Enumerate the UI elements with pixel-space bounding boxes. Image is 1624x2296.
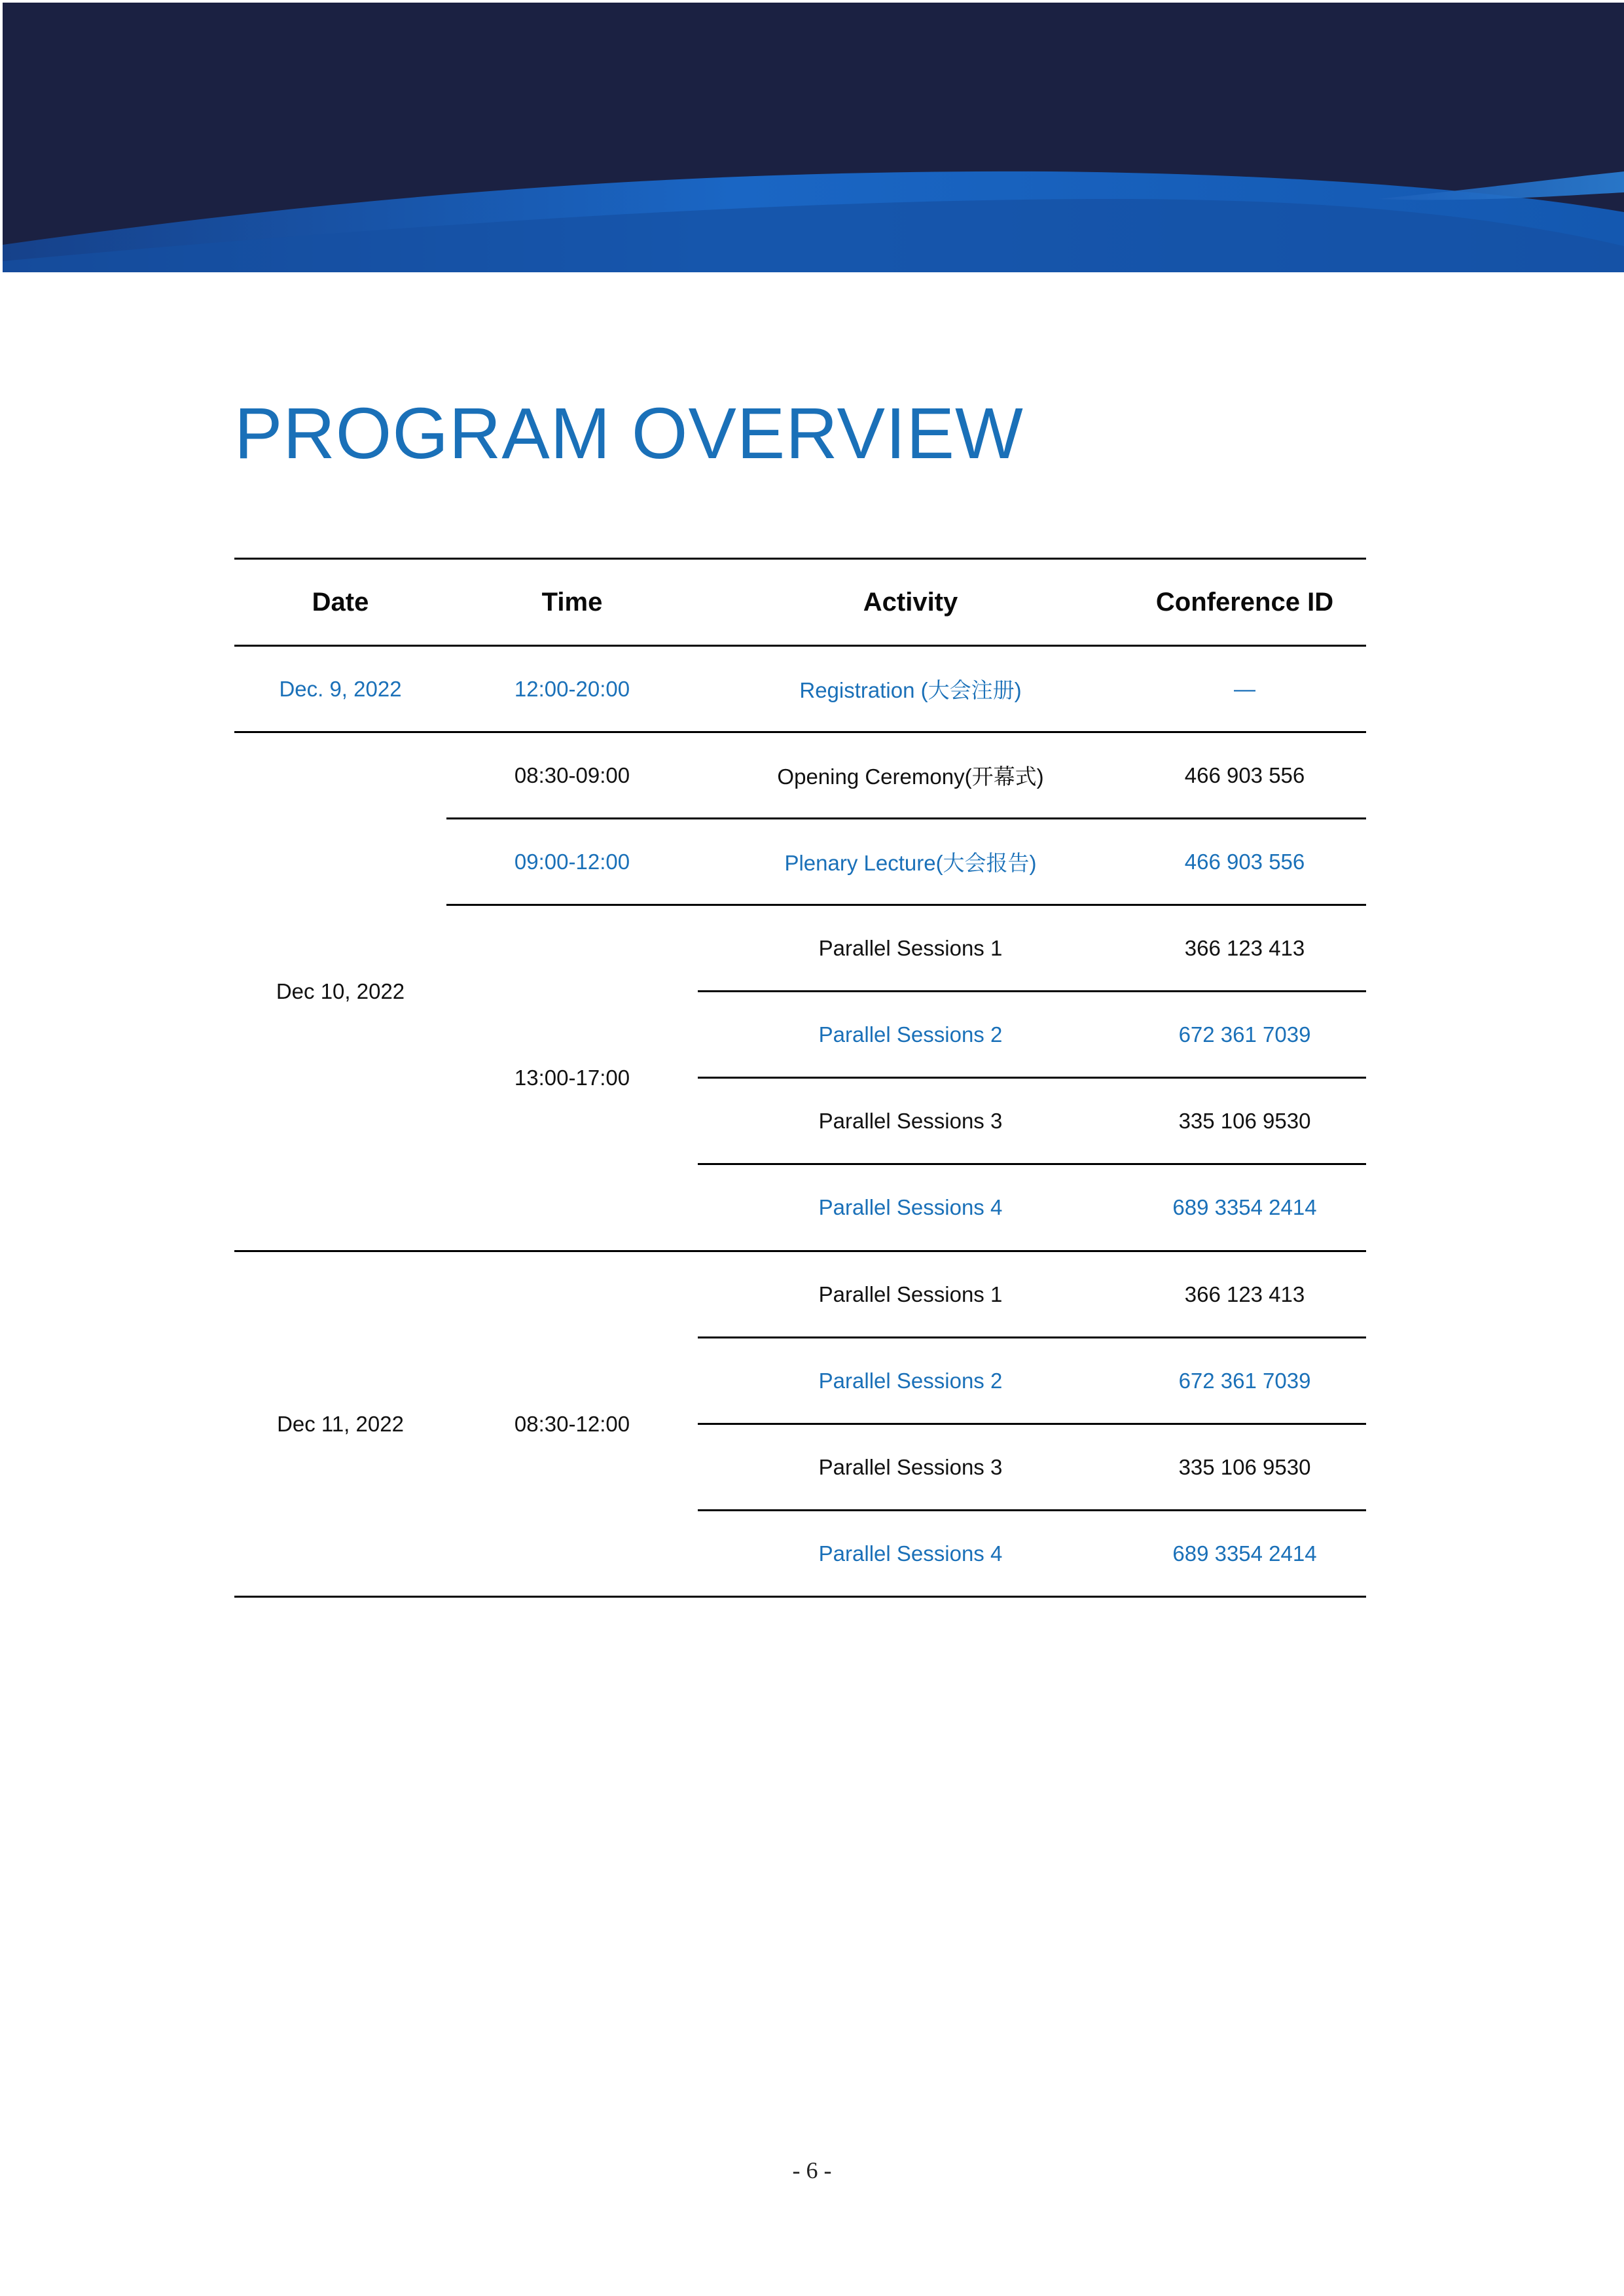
header-conference-id: Conference ID (1155, 587, 1334, 617)
header-date: Date (312, 587, 369, 617)
day2-session-3-conference-id: 335 106 9530 (1178, 1108, 1311, 1133)
day3-date: Dec 11, 2022 (277, 1411, 404, 1436)
day2-session-4-conference-id: 689 3354 2414 (1172, 1195, 1317, 1219)
day2-session-1-conference-id: 366 123 413 (1184, 935, 1305, 960)
day2-session-1-activity: Parallel Sessions 1 (818, 935, 1003, 960)
day2-morning2-conference-id: 466 903 556 (1184, 849, 1305, 874)
day2-morning1-activity: Opening Ceremony(开幕式) (777, 764, 1044, 789)
day3-session-2-conference-id: 672 361 7039 (1178, 1368, 1311, 1393)
day3-session-4-activity: Parallel Sessions 4 (818, 1541, 1003, 1566)
header-time: Time (541, 587, 603, 617)
day2-session-4-activity: Parallel Sessions 4 (818, 1195, 1003, 1219)
table-bottom-rule (234, 1596, 1366, 1598)
day3-session-3-activity: Parallel Sessions 3 (818, 1454, 1003, 1479)
day3-session-4-conference-id: 689 3354 2414 (1172, 1541, 1317, 1566)
header-banner (3, 3, 1624, 272)
day3-session-1-conference-id: 366 123 413 (1184, 1282, 1305, 1306)
day3-session-1-activity: Parallel Sessions 1 (818, 1282, 1003, 1306)
wave-decoration (3, 3, 1624, 272)
day2-morning2-activity: Plenary Lecture(大会报告) (784, 851, 1037, 875)
day2-session-2-activity: Parallel Sessions 2 (818, 1022, 1003, 1047)
day1-time: 12:00-20:00 (514, 676, 630, 701)
day2-session-2-conference-id: 672 361 7039 (1178, 1022, 1311, 1047)
day2-morning2-time: 09:00-12:00 (514, 849, 630, 874)
day2-morning1-time: 08:30-09:00 (514, 762, 630, 787)
day1-conference-id: — (1234, 676, 1255, 701)
day3-session-3-conference-id: 335 106 9530 (1178, 1454, 1311, 1479)
day3-time: 08:30-12:00 (514, 1411, 630, 1436)
header-activity: Activity (863, 587, 958, 617)
day1-activity: Registration (大会注册) (799, 678, 1022, 702)
day2-session-3-activity: Parallel Sessions 3 (818, 1108, 1003, 1133)
day2-date: Dec 10, 2022 (276, 979, 405, 1003)
page-title: PROGRAM OVERVIEW (234, 393, 1024, 474)
day2-afternoon-time: 13:00-17:00 (514, 1066, 630, 1090)
day2-morning1-conference-id: 466 903 556 (1184, 762, 1305, 787)
day1-date: Dec. 9, 2022 (279, 676, 402, 701)
page-number: - 6 - (792, 2157, 832, 2183)
day3-session-2-activity: Parallel Sessions 2 (818, 1368, 1003, 1393)
